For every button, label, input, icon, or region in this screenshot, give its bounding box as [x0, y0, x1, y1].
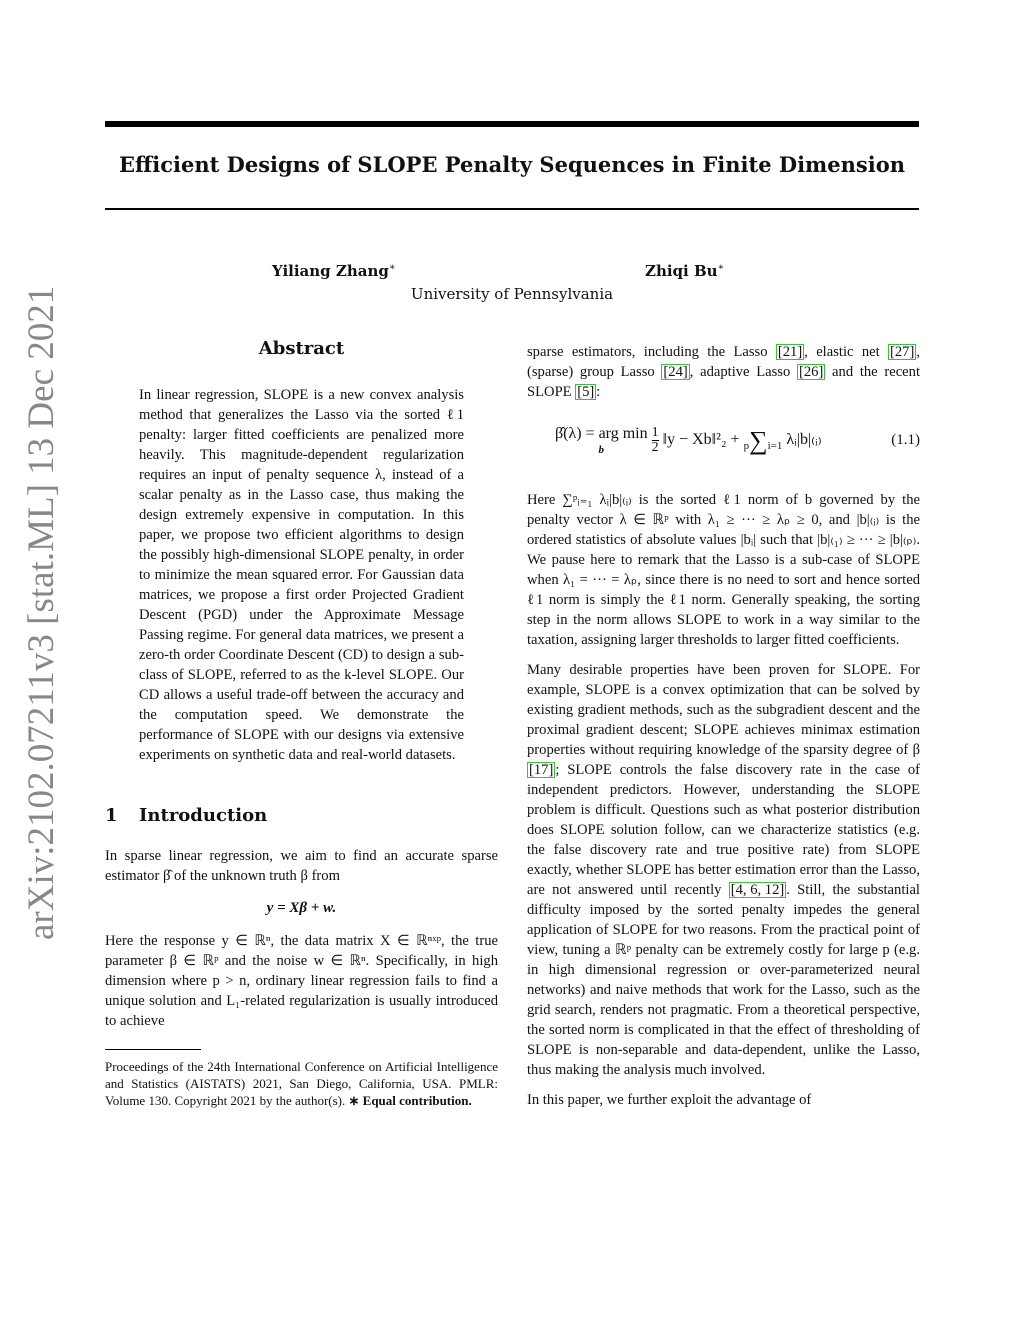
- right-column: [527, 342, 920, 1120]
- eq-rhs: λᵢ|b|₍ᵢ₎: [786, 431, 822, 449]
- affiliation: University of Pennsylvania: [410, 285, 614, 303]
- author-2-name: Zhiqi Bu: [645, 262, 718, 280]
- argmin: [555, 426, 648, 458]
- section-heading-introduction: [105, 805, 498, 826]
- section-title: Introduction: [139, 805, 268, 826]
- citation-link[interactable]: [17]: [529, 762, 554, 778]
- left-column: [105, 338, 498, 1109]
- text-run: , adaptive Lasso: [689, 364, 791, 380]
- frac-num: 1: [651, 425, 659, 440]
- sum-bot: i=1: [767, 439, 783, 452]
- citation-link[interactable]: [4, 6, 12]: [730, 882, 785, 898]
- right-paragraph-4: In this paper, we further exploit the advantage of: [527, 1092, 812, 1108]
- text-run: , elastic net: [804, 344, 880, 360]
- footnote: [105, 1058, 498, 1109]
- citation-link[interactable]: [21]: [777, 344, 803, 360]
- equation-slope: [527, 412, 920, 478]
- text-run: and the recent SLOPE: [527, 364, 920, 400]
- abstract-heading: Abstract: [258, 338, 345, 359]
- text-run: :: [596, 384, 601, 400]
- author-2: [645, 262, 724, 280]
- eq-sum: [743, 425, 783, 455]
- author-2-mark: ∗: [717, 262, 725, 273]
- eq-mid: ‖y − Xb‖²₂ +: [662, 431, 740, 449]
- eq-under: b: [598, 444, 605, 456]
- eq-lhs: β̂(λ) = arg min: [555, 425, 648, 442]
- equation-body: [555, 426, 822, 458]
- citation-link[interactable]: [27]: [890, 344, 915, 360]
- right-paragraph-1: [527, 342, 920, 402]
- equation-number: (1.1): [891, 432, 920, 448]
- arxiv-stamp: arXiv:2102.07211v3 [stat.ML] 13 Dec 2021: [21, 285, 62, 940]
- citation-link[interactable]: [24]: [663, 364, 688, 380]
- paper-title: Efficient Designs of SLOPE Penalty Sequences in Finite Dimension: [119, 152, 905, 177]
- right-paragraph-2: Here ∑ᵖᵢ₌₁ λᵢ|b|₍ᵢ₎ is the sorted ℓ1 norm of b governed by the penalty vector λ ∈ ℝᵖ with λ₁ ≥ ··· ≥ λₚ ≥ 0, and |b|₍ᵢ₎ is the ordered statistics of absolute values |bᵢ| such that |b|₍₁₎ ≥ ··· ≥ |b|₍ₚ₎. We pause here to remark that the Lasso is a sub-case of SLOPE when λ₁ = ··· = λₚ, since there is no need to sort and hence sorted ℓ1 norm is simply the ℓ1 norm. Generally speaking, the sorting step in the norm allows SLOPE to work in a way similar to the taxation, assigning larger thresholds to larger fitted coefficients.: [527, 492, 920, 648]
- citation-link[interactable]: [26]: [799, 364, 824, 380]
- citation-link[interactable]: [5]: [577, 384, 595, 400]
- eq-fraction: [652, 426, 659, 455]
- footnote-rule: [105, 1049, 201, 1050]
- text-run: ; SLOPE controls the false discovery rate in the case of independent predictors. However, understanding the SLOPE problem is difficult. Questions such as what posterior distribution does SLOPE solution follow, can we characterize statistics (e.g. the false discovery rate and true positive rate) from SLOPE exactly, whether SLOPE has better estimation error than the Lasso, are not answered until recently: [527, 762, 920, 898]
- text-run: Many desirable properties have been proven for SLOPE. For example, SLOPE is a convex optimization that can be solved by existing gradient methods, such as the subgradient descent and the proximal gradient descent; SLOPE achieves minimax estimation properties without requiring knowledge of the sparsity degree of β: [527, 662, 920, 758]
- intro-paragraph-1: In sparse linear regression, we aim to find an accurate sparse estimator β̂ of the unknown truth β from: [105, 848, 498, 884]
- author-1-name: Yiliang Zhang: [272, 262, 389, 280]
- sum-top: p: [743, 439, 750, 452]
- intro-paragraph-2: Here the response y ∈ ℝⁿ, the data matrix X ∈ ℝⁿˣᵖ, the true parameter β ∈ ℝᵖ and the noise w ∈ ℝⁿ. Specifically, in high dimension where p > n, ordinary linear regression fails to find a unique solution and L₁-related regularization is usually introduced to achieve: [105, 933, 498, 1029]
- frac-den: 2: [651, 440, 659, 455]
- right-paragraph-3: [527, 660, 920, 1080]
- title-rule-bottom: [105, 208, 919, 210]
- footnote-bold: ∗ Equal contribution.: [348, 1093, 472, 1108]
- sigma-icon: ∑: [749, 425, 768, 455]
- text-run: . Still, the substantial difficulty imposed by the sorted penalty impedes the general application of SLOPE for two reasons. From the practical point of view, tuning a ℝᵖ penalty can be extremely costly for large p (e.g. in high dimensional regression or over-parameterized neural networks) and naive methods that work for the Lasso, such as the grid search, renders not pragmatic. From a theoretical perspective, the sorted norm is complicated in that the effect of thresholding of SLOPE is non-separable and data-dependent, unlike the Lasso, thus making the analysis much involved.: [527, 882, 920, 1078]
- author-1: [272, 262, 396, 280]
- section-number: 1: [105, 805, 118, 826]
- author-1-mark: ∗: [388, 262, 396, 273]
- abstract-text: In linear regression, SLOPE is a new convex analysis method that generalizes the Lasso via the sorted ℓ1 penalty: larger fitted coefficients are penalized more heavily. This magnitude-dependent regularization requires an input of penalty sequence λ, instead of a scalar penalty as in the Lasso case, thus making the design extremely expensive in computation. In this paper, we propose two efficient algorithms to design the possibly high-dimensional SLOPE penalty, in order to minimize the mean squared error. For Gaussian data matrices, we propose a first order Projected Gradient Descent (PGD) under the Approximate Message Passing regime. For general data matrices, we present a zero-th order Coordinate Descent (CD) to design a sub-class of SLOPE, referred to as the k-level SLOPE. Our CD allows a useful trade-off between the accuracy and the computation speed. We demonstrate the performance of SLOPE with our designs via extensive experiments on synthetic data and real-world datasets.: [139, 387, 464, 763]
- text-run: , (sparse) group Lasso: [527, 344, 920, 380]
- title-rule-top: [105, 121, 919, 127]
- text-run: sparse estimators, including the Lasso: [527, 344, 768, 360]
- equation-model: y = Xβ + w.: [266, 900, 337, 916]
- footnote-text: Proceedings of the 24th International Conference on Artificial Intelligence and Statistics (AISTATS) 2021, San Diego, California, USA. PMLR: Volume 130. Copyright 2021 by the author(s).: [105, 1059, 498, 1108]
